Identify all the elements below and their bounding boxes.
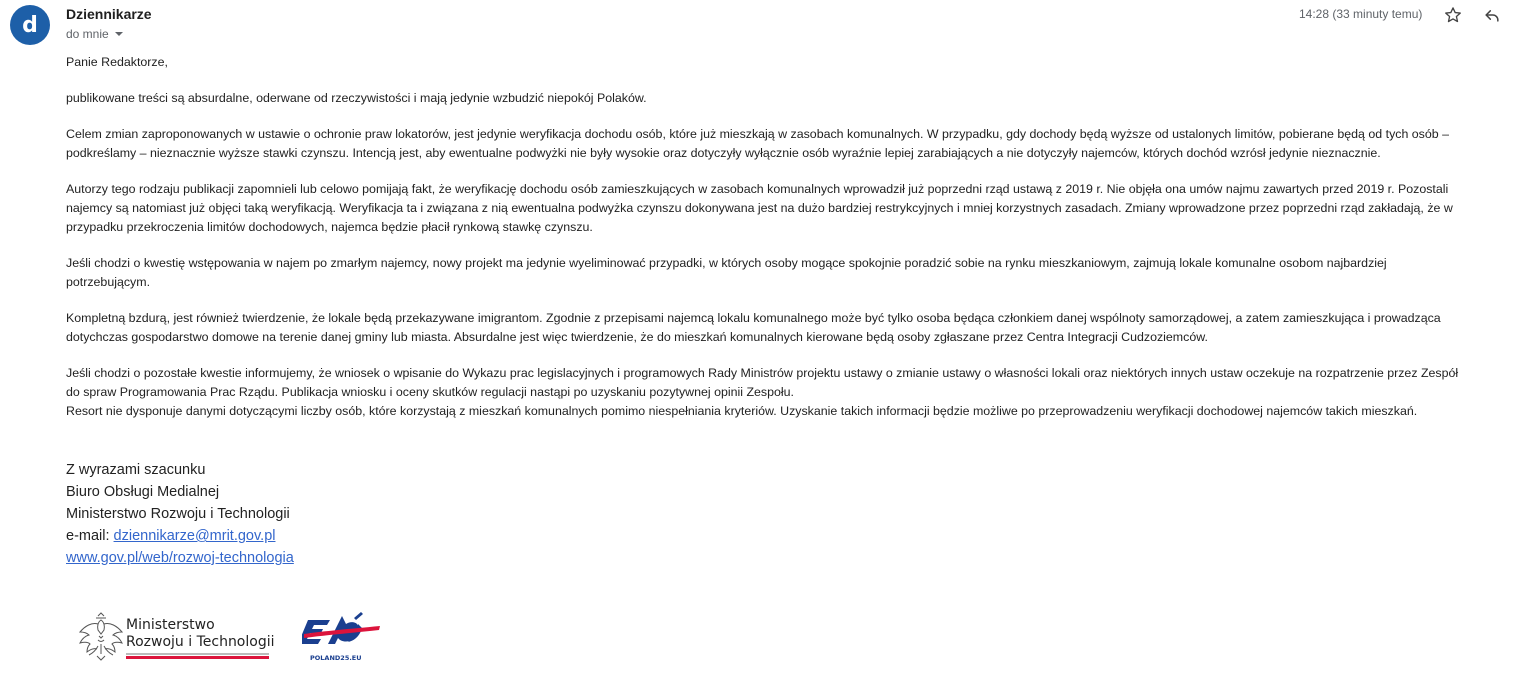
paragraph-line: Celem zmian zaproponowanych w ustawie o ochronie praw lokatorów, jest jedynie weryfikacja dochodu osób, które już mieszkają w zasobach komunalnych. W przypadku, gdy dochody będą wyższe od ustalonych limitów, pobierane będą od tych osób – [66, 127, 1449, 141]
chevron-down-icon[interactable] [115, 32, 123, 36]
paragraph-line: Jeśli chodzi o kwestię wstępowania w najem po zmarłym najemcy, nowy projekt ma jedynie wyeliminować przypadki, w których osoby mogące spokojnie poradzić sobie na rynku mieszkaniowym, zajmują lokale komunalne osobom najbardziej [66, 256, 1387, 270]
signature-office: Biuro Obsługi Medialnej [66, 484, 220, 500]
recipient-label: do mnie [66, 27, 109, 41]
ministry-logo-line2: Rozwoju i Technologii [126, 634, 275, 650]
ministry-logo [76, 610, 276, 664]
email-link[interactable]: dziennikarze@mrit.gov.pl [113, 528, 276, 544]
paragraph-line: Jeśli chodzi o pozostałe kwestie informujemy, że wniosek o wpisanie do Wykazu prac legislacyjnych i programowych Rady Ministrów projektu ustawy o zmianie ustawy o własności lokali oraz niektórych innych ustaw oczekuje na rozpatrzenie przez Zespół [66, 366, 1459, 380]
paragraph-3 [66, 180, 1525, 237]
paragraph-5 [66, 309, 1525, 347]
website-link[interactable]: www.gov.pl/web/rozwoj-technologia [66, 550, 294, 566]
paragraph-line: potrzebującym. [66, 275, 151, 289]
star-icon[interactable] [1443, 5, 1463, 25]
paragraph-2 [66, 125, 1525, 163]
paragraph-line: podkreślamy – nieznacznie wyższe stawki czynszu. Intencją jest, aby ewentualne podwyżki nie były wysokie oraz dotyczyły wyłącznie osób wyraźnie lepiej zarabiających a nie dotyczyły najemców, których dochód wzrósł jedynie nieznacznie. [66, 146, 1381, 160]
paragraph-line: Kompletną bzdurą, jest również twierdzenie, że lokale będą przekazywane imigrantom. Zgodnie z przepisami najemcą lokalu komunalnego może być tylko osoba będąca członkiem danej wspólnoty samorządowej, a zatem zamieszkująca i prowadząca [66, 311, 1441, 325]
eu-logo-caption: POLAND25.EU [310, 654, 362, 662]
signature-email-row [66, 525, 294, 547]
email-timestamp: 14:28 (33 minuty temu) [1299, 7, 1423, 21]
paragraph-line: przypadku przekroczenia limitów dochodowych, najemca będzie płacił rynkową stawkę czynszu. [66, 220, 593, 234]
paragraph-line: do spraw Programowania Prac Rządu. Publikacja wniosku i oceny skutków regulacji nastąpi po uzyskaniu pozytywnej opinii Zespołu. [66, 385, 794, 399]
paragraph-line: dotychczas gospodarstwo domowe na terenie danej gminy lub miasta. Absurdalne jest więc twierdzenie, że do mieszkań komunalnych kierowane będą osoby zgłaszane przez Centra Integracji Cudzoziemców. [66, 330, 1208, 344]
email-label: e-mail: [66, 528, 114, 544]
avatar-letter: d [22, 12, 38, 38]
email-body [66, 53, 1525, 421]
paragraph-line: Autorzy tego rodzaju publikacji zapomnieli lub celowo pomijają fakt, że weryfikację dochodu osób zamieszkujących w zasobach komunalnych wprowadził już poprzedni rząd ustawą z 2019 r. Nie objęła ona umów najmu zawartych przed 2019 r. Pozostali [66, 182, 1449, 196]
paragraph-6 [66, 364, 1525, 421]
sender-name[interactable]: Dziennikarze [66, 6, 152, 22]
signature-closing: Z wyrazami szacunku [66, 462, 206, 478]
poland25-eu-logo [302, 610, 382, 664]
recipient-details[interactable] [66, 27, 123, 41]
paragraph-4 [66, 254, 1525, 292]
ministry-logo-line1: Ministerstwo [126, 617, 215, 633]
avatar[interactable] [10, 5, 50, 45]
signature [66, 459, 294, 569]
reply-icon[interactable] [1482, 5, 1502, 25]
signature-ministry: Ministerstwo Rozwoju i Technologii [66, 506, 290, 522]
greeting: Panie Redaktorze, [66, 55, 168, 69]
paragraph-1: publikowane treści są absurdalne, oderwane od rzeczywistości i mają jedynie wzbudzić niepokój Polaków. [66, 91, 647, 105]
paragraph-line: Resort nie dysponuje danymi dotyczącymi liczby osób, które korzystają z mieszkań komunalnych pomimo niespełniania kryteriów. Uzyskanie takich informacji będzie możliwe po przeprowadzeniu weryfikacji dochodowej najemców takich mieszkań. [66, 404, 1418, 418]
paragraph-line: najemcy są natomiast już objęci taką weryfikacją. Weryfikacja ta i związana z nią ewentualna podwyżka czynszu dokonywana jest na dużo bardziej restrykcyjnych i mniej korzystnych zasadach. Zmiany wprowadzone przez poprzedni rząd zakładają, że w [66, 201, 1453, 215]
eagle-emblem-icon [80, 613, 122, 660]
